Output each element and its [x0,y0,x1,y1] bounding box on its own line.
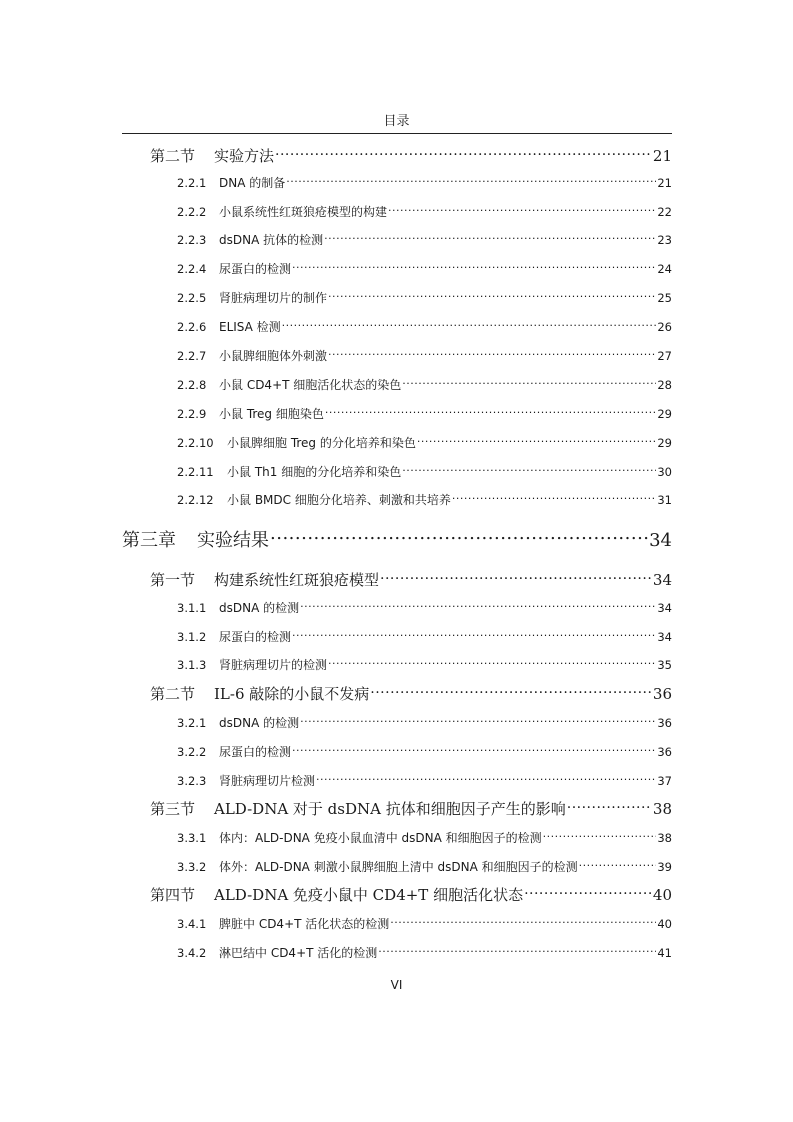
toc-entry-number: 2.2.12 [177,493,214,507]
toc-entry-page: 34 [657,601,672,615]
toc-entry-sub[interactable] [177,319,672,335]
toc-entry-title: IL-6 敲除的小鼠不发病 [214,685,370,703]
toc-entry-section[interactable] [150,799,672,819]
toc-entry-page: 38 [657,831,672,845]
toc-entry-title: 小鼠系统性红斑狼疮模型的构建 [219,205,388,219]
toc-leader-dots [270,528,648,546]
page-number: VI [390,978,403,992]
toc-entry-title: DNA 的制备 [219,176,286,190]
toc-entry-sub[interactable] [177,464,672,480]
toc-entry-number: 第四节 [150,886,196,904]
toc-entry-section[interactable] [150,146,672,166]
toc-leader-dots [300,716,656,728]
toc-entry-title: 小鼠 Treg 细胞染色 [219,407,324,421]
toc-entry-sub[interactable] [177,916,672,932]
toc-entry-number: 第二节 [150,147,196,165]
toc-leader-dots [292,745,656,757]
toc-entry-sub[interactable] [177,348,672,364]
toc-entry-title: 实验结果 [197,530,269,551]
toc-leader-dots [328,658,656,670]
toc-entry-sub[interactable] [177,600,672,616]
toc-entry-page: 37 [657,774,672,788]
toc-entry-title: ELISA 检测 [219,320,281,334]
toc-leader-dots [452,493,657,505]
toc-entry-page: 30 [657,465,672,479]
toc-entry-title: ALD-DNA 免疫小鼠中 CD4+T 细胞活化状态 [214,886,524,904]
toc-leader-dots [390,917,656,929]
toc-entry-sub[interactable] [177,629,672,645]
toc-entry-page: 26 [657,320,672,334]
toc-leader-dots [292,630,656,642]
toc-entry-page: 29 [657,436,672,450]
toc-entry-title: 小鼠脾细胞 Treg 的分化培养和染色 [227,436,416,450]
toc-entry-title: 脾脏中 CD4+T 活化状态的检测 [219,917,390,931]
toc-entry-number: 3.3.1 [177,831,207,845]
toc-entry-number: 2.2.7 [177,349,207,363]
toc-entry-sub[interactable] [177,859,672,875]
toc-entry-title: 实验方法 [214,147,275,165]
toc-entry-number: 2.2.3 [177,233,207,247]
toc-entry-sub[interactable] [177,773,672,789]
toc-entry-title: dsDNA 抗体的检测 [219,233,324,247]
header-divider [122,133,672,134]
toc-entry-section[interactable] [150,684,672,704]
toc-entry-page: 27 [657,349,672,363]
toc-leader-dots [543,831,657,843]
toc-entry-sub[interactable] [177,377,672,393]
toc-entry-number: 3.2.2 [177,745,207,759]
toc-leader-dots [417,436,656,448]
toc-entry-number: 第三章 [122,530,176,551]
toc-leader-dots [275,146,652,161]
toc-entry-sub[interactable] [177,435,672,451]
toc-entry-section[interactable] [150,570,672,590]
toc-leader-dots [402,378,656,390]
toc-entry-number: 2.2.1 [177,176,207,190]
toc-entry-number: 2.2.10 [177,436,214,450]
toc-entry-number: 2.2.9 [177,407,207,421]
toc-entry-sub[interactable] [177,657,672,673]
toc-entry-page: 22 [657,205,672,219]
toc-leader-dots [524,885,652,900]
toc-entry-page: 38 [652,800,672,818]
toc-entry-number: 3.2.1 [177,716,207,730]
toc-entry-sub[interactable] [177,830,672,846]
toc-entry-page: 34 [652,571,672,589]
toc-entry-page: 21 [652,147,672,165]
toc-leader-dots [328,349,656,361]
toc-entry-page: 40 [657,917,672,931]
toc-leader-dots [324,233,656,245]
toc-leader-dots [286,176,656,188]
toc-entry-page: 36 [657,745,672,759]
toc-entry-page: 41 [657,946,672,960]
toc-entry-title: 肾脏病理切片的制作 [219,291,328,305]
toc-entry-title: 淋巴结中 CD4+T 活化的检测 [219,946,378,960]
toc-entry-page: 36 [652,685,672,703]
toc-leader-dots [378,946,656,958]
toc-entry-title: 构建系统性红斑狼疮模型 [214,571,380,589]
toc-entry-number: 2.2.11 [177,465,214,479]
toc-entry-number: 3.1.2 [177,630,207,644]
toc-entry-title: 体内：ALD-DNA 免疫小鼠血清中 dsDNA 和细胞因子的检测 [219,831,542,845]
toc-entry-number: 第三节 [150,800,196,818]
toc-entry-page: 40 [652,886,672,904]
toc-entry-title: 小鼠 BMDC 细胞分化培养、刺激和共培养 [227,493,451,507]
toc-leader-dots [579,860,657,872]
toc-leader-dots [325,407,656,419]
toc-entry-number: 3.2.3 [177,774,207,788]
toc-entry-sub[interactable] [177,232,672,248]
toc-leader-dots [402,465,656,477]
toc-entry-number: 2.2.2 [177,205,207,219]
toc-entry-page: 24 [657,262,672,276]
toc-entry-page: 35 [657,658,672,672]
toc-leader-dots [316,774,656,786]
toc-entry-title: dsDNA 的检测 [219,601,300,615]
toc-entry-number: 2.2.8 [177,378,207,392]
toc-entry-sub[interactable] [177,406,672,422]
toc-leader-dots [300,601,656,613]
toc-leader-dots [370,684,652,699]
toc-entry-title: 小鼠 CD4+T 细胞活化状态的染色 [219,378,402,392]
toc-entry-sub[interactable] [177,204,672,220]
toc-entry-page: 25 [657,291,672,305]
toc-entry-number: 3.4.2 [177,946,207,960]
toc-leader-dots [282,320,657,332]
toc-entry-sub[interactable] [177,290,672,306]
toc-entry-title: 尿蛋白的检测 [219,262,292,276]
toc-entry-title: 小鼠脾细胞体外刺激 [219,349,328,363]
toc-entry-title: 小鼠 Th1 细胞的分化培养和染色 [227,465,402,479]
toc-entry-page: 31 [657,493,672,507]
toc-leader-dots [328,291,656,303]
toc-entry-number: 第一节 [150,571,196,589]
toc-entry-title: 尿蛋白的检测 [219,630,292,644]
toc-entry-page: 34 [649,530,672,551]
toc-entry-number: 2.2.4 [177,262,207,276]
toc-entry-sub[interactable] [177,715,672,731]
toc-entry-title: 体外：ALD-DNA 刺激小鼠脾细胞上清中 dsDNA 和细胞因子的检测 [219,860,578,874]
toc-entry-title: dsDNA 的检测 [219,716,300,730]
toc-entry-title: 肾脏病理切片检测 [219,774,316,788]
toc-entry-page: 36 [657,716,672,730]
toc-entry-number: 3.1.3 [177,658,207,672]
toc-entry-sub[interactable] [177,945,672,961]
toc-entry-sub[interactable] [177,492,672,508]
toc-entry-number: 2.2.6 [177,320,207,334]
toc-entry-section[interactable] [150,885,672,905]
toc-entry-page: 28 [657,378,672,392]
toc-entry-page: 21 [657,176,672,190]
toc-entry-title: 尿蛋白的检测 [219,745,292,759]
toc-entry-page: 29 [657,407,672,421]
toc-entry-title: 肾脏病理切片的检测 [219,658,328,672]
toc-entry-page: 34 [657,630,672,644]
toc-entry-chapter[interactable] [122,528,672,553]
toc-entry-number: 第二节 [150,685,196,703]
toc-leader-dots [388,205,656,217]
toc-entry-number: 3.1.1 [177,601,207,615]
toc-entry-number: 3.3.2 [177,860,207,874]
toc-leader-dots [567,799,652,814]
toc-entry-title: ALD-DNA 对于 dsDNA 抗体和细胞因子产生的影响 [214,800,566,818]
page-header-title: 目录 [383,114,410,129]
toc-entry-page: 39 [657,860,672,874]
toc-entry-number: 2.2.5 [177,291,207,305]
toc-entry-page: 23 [657,233,672,247]
toc-leader-dots [380,570,652,585]
toc-entry-number: 3.4.1 [177,917,207,931]
toc-entry-sub[interactable] [177,261,672,277]
toc-entry-sub[interactable] [177,744,672,760]
toc-leader-dots [292,262,656,274]
toc-entry-sub[interactable] [177,175,672,191]
